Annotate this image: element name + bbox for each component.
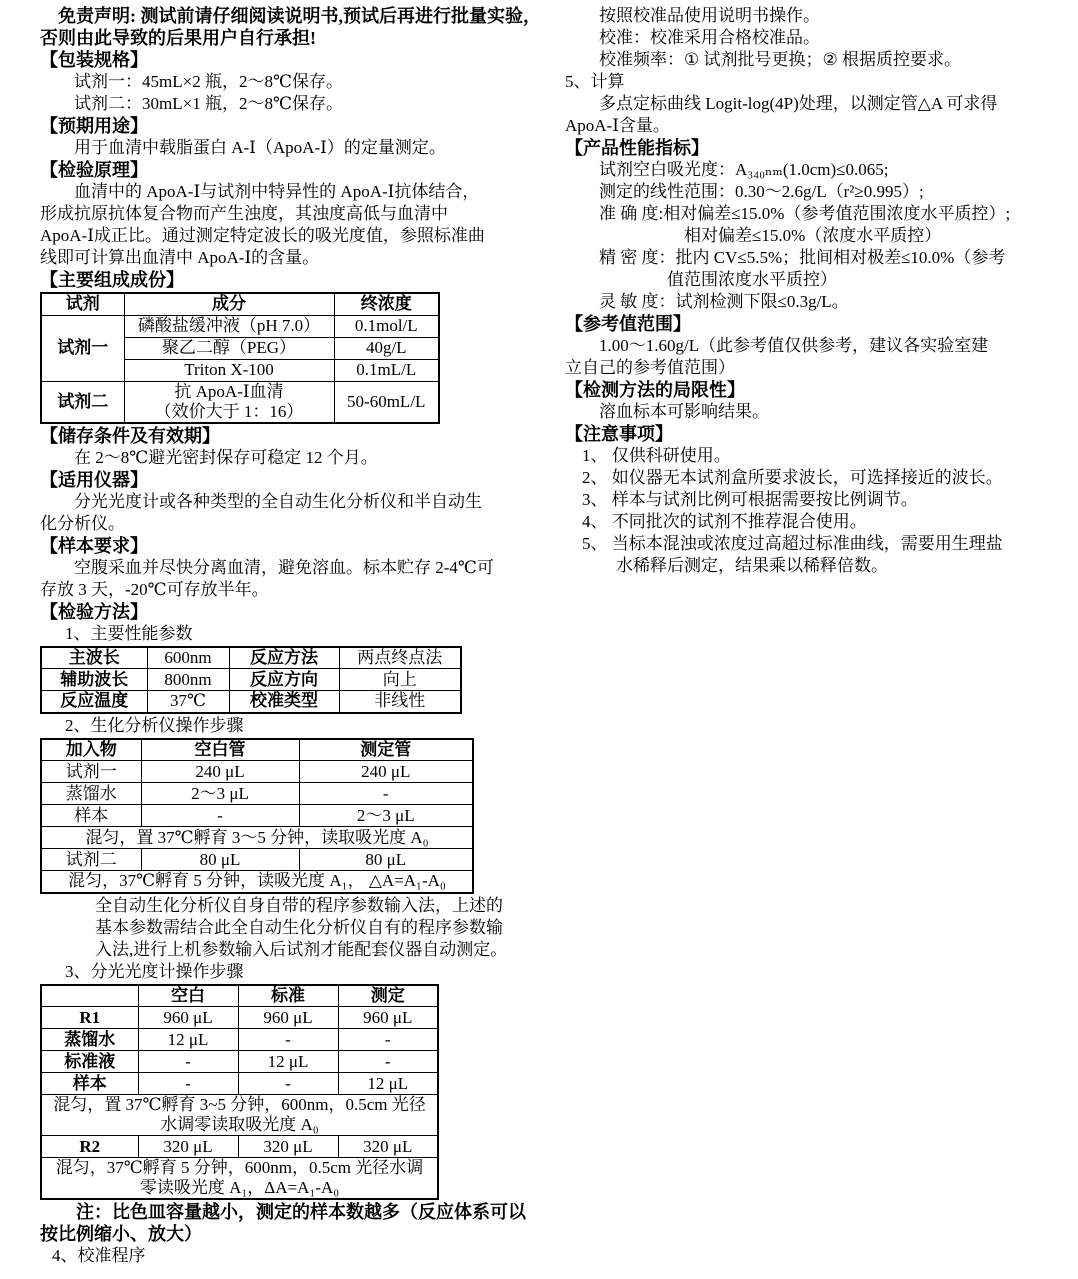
text-line: 按照校准品使用说明书操作。 bbox=[565, 6, 820, 25]
text-line: 4、 不同批次的试剂不推荐混合使用。 bbox=[565, 512, 867, 531]
right-column bbox=[565, 5, 1078, 1267]
cell: 非线性 bbox=[339, 691, 461, 713]
text-line: 5、 当标本混浊或浓度过高超过标准曲线，需要用生理盐 bbox=[565, 534, 1003, 553]
cell: 320 μL bbox=[138, 1136, 238, 1158]
text-line: 化分析仪。 bbox=[40, 513, 125, 533]
row-label-cell: 标准液 bbox=[41, 1051, 138, 1073]
cell: 0.1mL/L bbox=[334, 359, 439, 381]
text-line: ApoA-Ⅰ成正比。通过测定特定波长的吸光度值，参照标准曲 bbox=[40, 226, 485, 245]
param-label-cell: 反应方向 bbox=[229, 669, 339, 691]
cell: 960 μL bbox=[238, 1007, 338, 1029]
cell: 960 μL bbox=[138, 1007, 238, 1029]
table-header-row bbox=[41, 739, 473, 761]
section-title-principle: 【检验原理】 bbox=[40, 160, 148, 180]
text-line: 校准：校准采用合格校准品。 bbox=[565, 28, 820, 47]
instruments-text bbox=[40, 491, 545, 535]
header-cell bbox=[41, 985, 138, 1007]
text-line: 形成抗原抗体复合物而产生浊度，其浊度高低与血清中 bbox=[40, 204, 448, 223]
table-row bbox=[41, 1095, 438, 1136]
table-row bbox=[41, 871, 473, 893]
text-line: 线即可计算出血清中 ApoA-Ⅰ的含量。 bbox=[40, 248, 320, 267]
procedure-step-cell bbox=[41, 1158, 438, 1200]
header-cell: 标准 bbox=[238, 985, 338, 1007]
table-row bbox=[41, 315, 439, 337]
text-line: 1、 仅供科研使用。 bbox=[565, 446, 731, 465]
cell: 320 μL bbox=[338, 1136, 438, 1158]
procedure-step-cell bbox=[41, 1095, 438, 1136]
text-line: 混匀，置 37℃孵育 3~5 分钟，600nm，0.5cm 光径 bbox=[53, 1095, 426, 1114]
table-row bbox=[41, 1136, 438, 1158]
text-line: 混匀，37℃孵育 5 分钟，600nm，0.5cm 光径水调 bbox=[55, 1158, 424, 1177]
section-title-performance: 【产品性能指标】 bbox=[565, 138, 709, 158]
section-title-storage: 【储存条件及有效期】 bbox=[40, 425, 220, 446]
param-label-cell: 校准类型 bbox=[229, 691, 339, 713]
cell: - bbox=[299, 783, 473, 805]
text-line: 精 密 度：批内 CV≤5.5%；批间相对极差≤10.0%（参考 bbox=[565, 248, 1006, 267]
cell: 50-60mL/L bbox=[334, 381, 439, 423]
reagent2-label-cell: 试剂二 bbox=[41, 381, 124, 423]
text-line: 注：比色皿容量越小，测定的样本数越多（反应体系可以 bbox=[40, 1202, 526, 1222]
cell: 磷酸盐缓冲液（pH 7.0） bbox=[124, 315, 334, 337]
composition-table bbox=[40, 292, 440, 424]
cell: 2～3 μL bbox=[299, 805, 473, 827]
table-row bbox=[41, 761, 473, 783]
reagent1-label-cell: 试剂一 bbox=[41, 315, 124, 381]
cell: 240 μL bbox=[299, 761, 473, 783]
row-label-cell: R2 bbox=[41, 1136, 138, 1158]
section-title-limitations: 【检测方法的局限性】 bbox=[565, 380, 745, 400]
cell: 80 μL bbox=[299, 849, 473, 871]
table-row bbox=[41, 1158, 438, 1200]
cell: 试剂二 bbox=[41, 849, 141, 871]
text-line: 零读吸光度 A₁，ΔA=A₁-A₀ bbox=[139, 1178, 340, 1197]
text-line: 准 确 度:相对偏差≤15.0%（参考值范围浓度水平质控）; bbox=[565, 204, 1011, 223]
performance-params-table bbox=[40, 646, 462, 714]
cell: - bbox=[141, 805, 299, 827]
cell: 37℃ bbox=[147, 691, 229, 713]
header-cell: 测定 bbox=[338, 985, 438, 1007]
text-line: 试剂空白吸光度：A₃₄₀ₙₘ(1.0cm)≤0.065; bbox=[565, 160, 889, 179]
text-line: 空腹采血并尽快分离血清，避免溶血。标本贮存 2-4℃可 bbox=[40, 557, 494, 577]
text-line: 基本参数需结合此全自动生化分析仪自有的程序参数输 bbox=[95, 917, 503, 937]
text-line: （效价大于 1：16） bbox=[154, 401, 304, 421]
header-cell: 试剂 bbox=[41, 293, 124, 315]
text-line: 1.00～1.60g/L（此参考值仅供参考，建议各实验室建 bbox=[565, 336, 989, 355]
cuvette-note bbox=[40, 1201, 545, 1245]
section-title-reference-range: 【参考值范围】 bbox=[565, 314, 691, 334]
calibration-text bbox=[565, 5, 1078, 71]
table-header-row bbox=[41, 985, 438, 1007]
cell: 2～3 μL bbox=[141, 783, 299, 805]
section-title-composition: 【主要组成成份】 bbox=[40, 270, 184, 290]
header-cell: 空白 bbox=[138, 985, 238, 1007]
text-line: 水调零读取吸光度 A₀ bbox=[160, 1115, 319, 1134]
step-1-label: 1、主要性能参数 bbox=[65, 623, 193, 643]
cell: 12 μL bbox=[338, 1073, 438, 1095]
spectrophotometer-procedure-table bbox=[40, 984, 439, 1201]
param-label-cell: 主波长 bbox=[41, 647, 147, 669]
text-line: 免责声明: 测试前请仔细阅读说明书,预试后再进行批量实验， bbox=[40, 6, 541, 26]
table-row bbox=[41, 1029, 438, 1051]
calculation-text bbox=[565, 93, 1078, 137]
cell: - bbox=[338, 1029, 438, 1051]
text-line: 入法,进行上机参数输入后试剂才能配套仪器自动测定。 bbox=[95, 939, 508, 959]
text-line: 用于血清中载脂蛋白 A-Ⅰ（ApoA-Ⅰ）的定量测定。 bbox=[40, 138, 446, 157]
header-cell: 终浓度 bbox=[334, 293, 439, 315]
cell: 蒸馏水 bbox=[41, 783, 141, 805]
header-cell: 空白管 bbox=[141, 739, 299, 761]
text-line: 在 2～8℃避光密封保存可稳定 12 个月。 bbox=[40, 447, 378, 467]
intended-use-text bbox=[40, 137, 545, 159]
cell: Triton X-100 bbox=[124, 359, 334, 381]
table-row bbox=[41, 805, 473, 827]
text-line: 校准频率：① 试剂批号更换；② 根据质控要求。 bbox=[565, 50, 961, 69]
packaging-text bbox=[40, 71, 545, 115]
performance-text bbox=[565, 159, 1078, 313]
row-label-cell: 蒸馏水 bbox=[41, 1029, 138, 1051]
text-line: 存放 3 天，-20℃可存放半年。 bbox=[40, 579, 269, 599]
precautions-list bbox=[565, 445, 1078, 577]
cell: 12 μL bbox=[138, 1029, 238, 1051]
cell: 80 μL bbox=[141, 849, 299, 871]
step-3-label: 3、分光光度计操作步骤 bbox=[65, 961, 244, 981]
limitations-text bbox=[565, 401, 1078, 423]
cell: 试剂一 bbox=[41, 761, 141, 783]
text-line: 溶血标本可影响结果。 bbox=[565, 402, 769, 421]
cell: - bbox=[238, 1073, 338, 1095]
header-cell: 成分 bbox=[124, 293, 334, 315]
table-row bbox=[41, 1051, 438, 1073]
param-label-cell: 反应方法 bbox=[229, 647, 339, 669]
sample-text bbox=[40, 557, 545, 601]
text-line: 全自动生化分析仪自身自带的程序参数输入法，上述的 bbox=[95, 895, 503, 915]
cell: 240 μL bbox=[141, 761, 299, 783]
text-line: 2、 如仪器无本试剂盒所要求波长，可选择接近的波长。 bbox=[565, 468, 1003, 487]
analyzer-procedure-table bbox=[40, 738, 474, 894]
cell: 12 μL bbox=[238, 1051, 338, 1073]
text-line: 灵 敏 度：试剂检测下限≤0.3g/L。 bbox=[565, 292, 849, 311]
text-line: 多点定标曲线 Logit-log(4P)处理，以测定管△A 可求得 bbox=[565, 94, 998, 113]
header-cell: 测定管 bbox=[299, 739, 473, 761]
text-line: 试剂二：30mL×1 瓶，2～8℃保存。 bbox=[40, 94, 343, 113]
text-line: 血清中的 ApoA-Ⅰ与试剂中特异性的 ApoA-Ⅰ抗体结合， bbox=[40, 182, 480, 201]
param-label-cell: 反应温度 bbox=[41, 691, 147, 713]
cell: 聚乙二醇（PEG） bbox=[124, 337, 334, 359]
row-label-cell: R1 bbox=[41, 1007, 138, 1029]
text-line: 按比例缩小、放大） bbox=[40, 1224, 202, 1244]
section-title-instruments: 【适用仪器】 bbox=[40, 469, 148, 490]
storage-text bbox=[40, 447, 545, 469]
section-title-precautions: 【注意事项】 bbox=[565, 424, 673, 444]
table-row bbox=[41, 783, 473, 805]
section-title-method: 【检验方法】 bbox=[40, 601, 148, 622]
text-line: 立自己的参考值范围） bbox=[565, 358, 735, 377]
text-line: 分光光度计或各种类型的全自动生化分析仪和半自动生 bbox=[40, 491, 482, 511]
procedure-step-cell: 混匀，37℃孵育 5 分钟，读吸光度 A₁， △A=A₁-A₀ bbox=[41, 871, 473, 893]
principle-text bbox=[40, 181, 545, 269]
text-line: 测定的线性范围：0.30～2.6g/L（r²≥0.995）; bbox=[565, 182, 924, 201]
table-row bbox=[41, 691, 461, 713]
cell: 600nm bbox=[147, 647, 229, 669]
cell: 320 μL bbox=[238, 1136, 338, 1158]
table-header-row bbox=[41, 293, 439, 315]
cell: 0.1mol/L bbox=[334, 315, 439, 337]
table-row bbox=[41, 1073, 438, 1095]
analyzer-note-text bbox=[95, 895, 545, 961]
left-column bbox=[40, 5, 545, 1267]
text-line: ApoA-Ⅰ含量。 bbox=[565, 116, 670, 135]
cell: 样本 bbox=[41, 805, 141, 827]
header-cell: 加入物 bbox=[41, 739, 141, 761]
section-title-intended-use: 【预期用途】 bbox=[40, 116, 148, 136]
text-line: 否则由此导致的后果用户自行承担! bbox=[40, 28, 316, 48]
text-line: 水稀释后测定，结果乘以稀释倍数。 bbox=[565, 556, 888, 575]
cell: 800nm bbox=[147, 669, 229, 691]
text-line: 抗 ApoA-Ⅰ血清 bbox=[174, 381, 284, 401]
reference-range-text bbox=[565, 335, 1078, 379]
procedure-step-cell: 混匀，置 37℃孵育 3～5 分钟，读取吸光度 A₀ bbox=[41, 827, 473, 849]
table-row bbox=[41, 1007, 438, 1029]
table-row bbox=[41, 381, 439, 423]
table-row bbox=[41, 827, 473, 849]
section-title-packaging: 【包装规格】 bbox=[40, 50, 148, 70]
cell bbox=[124, 381, 334, 423]
text-line: 值范围浓度水平质控） bbox=[565, 270, 837, 289]
cell: 两点终点法 bbox=[339, 647, 461, 669]
step-5-label: 5、计算 bbox=[565, 72, 625, 91]
param-label-cell: 辅助波长 bbox=[41, 669, 147, 691]
row-label-cell: 样本 bbox=[41, 1073, 138, 1095]
cell: 向上 bbox=[339, 669, 461, 691]
cell: - bbox=[138, 1073, 238, 1095]
cell: 40g/L bbox=[334, 337, 439, 359]
table-row bbox=[41, 669, 461, 691]
table-row bbox=[41, 849, 473, 871]
text-line: 相对偏差≤15.0%（浓度水平质控） bbox=[565, 226, 942, 245]
section-title-sample: 【样本要求】 bbox=[40, 535, 148, 556]
disclaimer bbox=[40, 5, 545, 49]
cell: - bbox=[138, 1051, 238, 1073]
text-line: 试剂一：45mL×2 瓶，2～8℃保存。 bbox=[40, 72, 343, 91]
cell: - bbox=[238, 1029, 338, 1051]
step-4-label: 4、校准程序 bbox=[52, 1246, 146, 1265]
table-row bbox=[41, 647, 461, 669]
cell: - bbox=[338, 1051, 438, 1073]
text-line: 3、 样本与试剂比例可根据需要按比例调节。 bbox=[565, 490, 918, 509]
step-2-label: 2、生化分析仪操作步骤 bbox=[65, 715, 244, 735]
cell: 960 μL bbox=[338, 1007, 438, 1029]
